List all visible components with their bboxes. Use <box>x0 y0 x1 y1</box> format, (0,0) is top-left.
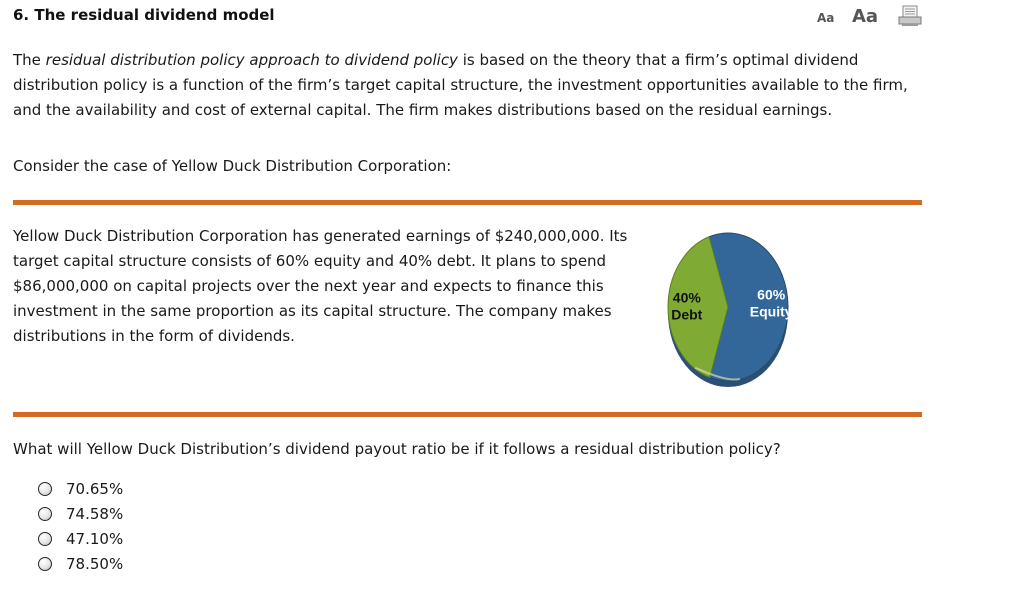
radio-button[interactable] <box>38 557 52 571</box>
intro-lead: The <box>13 51 46 69</box>
radio-button[interactable] <box>38 507 52 521</box>
answer-options <box>38 476 123 576</box>
intro-emphasis: residual distribution policy approach to dividend policy <box>45 51 458 69</box>
case-description: Yellow Duck Distribution Corporation has generated earnings of $240,000,000. Its target capital structure consists of 60% equity and 40% debt. It plans to spend $86,000,000 on capital projects over the next year and expects to finance this investment in the same proportion as its capital structure. The company makes distributions in the form of dividends. <box>13 227 628 345</box>
intro-paragraph <box>13 48 913 123</box>
radio-button[interactable] <box>38 532 52 546</box>
radio-button[interactable] <box>38 482 52 496</box>
question-prompt: What will Yellow Duck Distribution’s dividend payout ratio be if it follows a residual distribution policy? <box>13 440 781 458</box>
answer-option-4[interactable] <box>38 551 123 576</box>
pie-label-equity-name: Equity <box>749 303 793 320</box>
print-icon[interactable] <box>898 5 922 31</box>
consider-text: Consider the case of Yellow Duck Distribution Corporation: <box>13 157 452 175</box>
pie-label-debt-value: 40% <box>672 289 701 306</box>
pie-label-equity-value: 60% <box>757 286 786 303</box>
pie-label-debt-name: Debt <box>671 306 703 323</box>
answer-option-3[interactable] <box>38 526 123 551</box>
answer-option-2[interactable] <box>38 501 123 526</box>
divider-top <box>13 200 922 205</box>
question-heading: The residual dividend model <box>34 6 275 24</box>
option-label: 70.65% <box>66 479 124 498</box>
option-label: 78.50% <box>66 554 124 573</box>
question-title <box>13 6 275 24</box>
increase-text-size-button[interactable]: Aa <box>852 6 879 27</box>
intro-rest: is based on the theory that a firm’s optimal dividend distribution policy is a function of the firm’s target capital structure, the investment opportunities available to the firm, and the availability and cost of external capital. The firm makes distributions based on the residual earnings. <box>13 51 908 119</box>
question-number: 6. <box>13 6 30 24</box>
capital-structure-pie-chart <box>664 231 796 391</box>
option-label: 74.58% <box>66 504 124 523</box>
divider-bottom <box>13 412 922 417</box>
option-label: 47.10% <box>66 529 124 548</box>
answer-option-1[interactable] <box>38 476 123 501</box>
decrease-text-size-button[interactable]: Aa <box>817 11 835 25</box>
